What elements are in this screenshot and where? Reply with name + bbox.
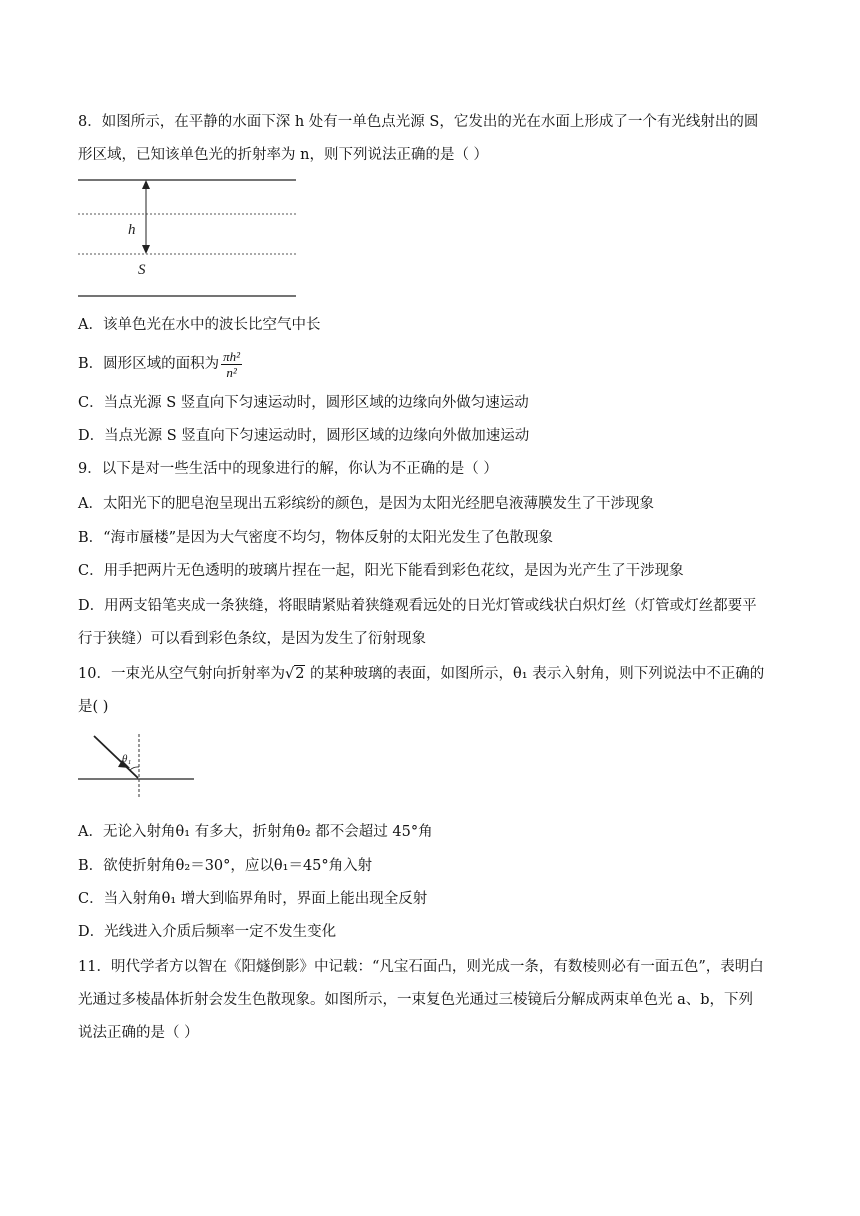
incident-ray xyxy=(94,736,138,778)
q10-refraction-figure xyxy=(78,730,198,802)
q10-stem-post: 的某种玻璃的表面，如图所示，θ₁ 表示入射角，则下列说法中不正确的 xyxy=(305,666,765,682)
area-numerator: πh² xyxy=(223,348,241,364)
q8-option-a: A．该单色光在水中的波长比空气中长 xyxy=(78,317,321,333)
angle-label: θ₁ xyxy=(122,753,132,765)
q9-option-b: B．“海市蜃楼”是因为大气密度不均匀，物体反射的太阳光发生了色散现象 xyxy=(78,530,553,546)
q8-stem-line2: 形区域，已知该单色光的折射率为 n，则下列说法正确的是（ ） xyxy=(78,147,489,163)
q9-stem: 9．以下是对一些生活中的现象进行的解，你认为不正确的是（ ） xyxy=(78,461,498,477)
q11-stem-line2: 光通过多棱晶体折射会发生色散现象。如图所示，一束复色光通过三棱镜后分解成两束单色光 a、b，下列 xyxy=(78,992,754,1008)
q9-option-d-line1: D．用两支铅笔夹成一条狭缝，将眼睛紧贴着狭缝观看远处的日光灯管或线状白炽灯丝（灯管或灯丝都要平 xyxy=(78,598,757,614)
q8-option-c: C．当点光源 S 竖直向下匀速运动时，圆形区域的边缘向外做匀速运动 xyxy=(78,395,529,411)
q10-option-a: A．无论入射角θ₁ 有多大，折射角θ₂ 都不会超过 45°角 xyxy=(78,824,433,840)
q9-option-c: C．用手把两片无色透明的玻璃片捏在一起，阳光下能看到彩色花纹，是因为光产生了干涉现象 xyxy=(78,563,684,579)
q10-option-c: C．当入射角θ₁ 增大到临界角时，界面上能出现全反射 xyxy=(78,891,428,907)
q8-stem-line1: 8．如图所示，在平静的水面下深 h 处有一单色点光源 S，它发出的光在水面上形成了一个有光线射出的圆 xyxy=(78,114,759,130)
q11-stem-line1: 11．明代学者方以智在《阳燧倒影》中记载：“凡宝石面凸，则光成一条，有数棱则必有一面五色”，表明白 xyxy=(78,959,764,975)
q8-option-b xyxy=(78,346,242,382)
sqrt-two: √2 xyxy=(284,666,305,682)
q10-option-d: D．光线进入介质后频率一定不发生变化 xyxy=(78,924,337,940)
q9-option-d-line2: 行于狭缝）可以看到彩色条纹，是因为发生了衍射现象 xyxy=(78,631,426,647)
q10-stem-line2: 是( ) xyxy=(78,699,109,715)
q8-water-figure xyxy=(78,172,300,302)
q8-option-d: D．当点光源 S 竖直向下匀速运动时，圆形区域的边缘向外做加速运动 xyxy=(78,428,530,444)
source-label: S xyxy=(138,262,146,278)
q9-option-a: A．太阳光下的肥皂泡呈现出五彩缤纷的颜色，是因为太阳光经肥皂液薄膜发生了干涉现象 xyxy=(78,496,654,512)
area-denominator: n² xyxy=(226,364,237,380)
q8-option-b-text: B．圆形区域的面积为 xyxy=(78,356,220,372)
q11-stem-line3: 说法正确的是（ ） xyxy=(78,1025,199,1041)
area-fraction xyxy=(221,349,242,380)
q10-stem-pre: 10．一束光从空气射向折射率为 xyxy=(78,666,285,682)
depth-label: h xyxy=(128,222,136,238)
q10-stem-line1 xyxy=(78,664,764,684)
q10-option-b: B．欲使折射角θ₂＝30°，应以θ₁＝45°角入射 xyxy=(78,858,373,874)
